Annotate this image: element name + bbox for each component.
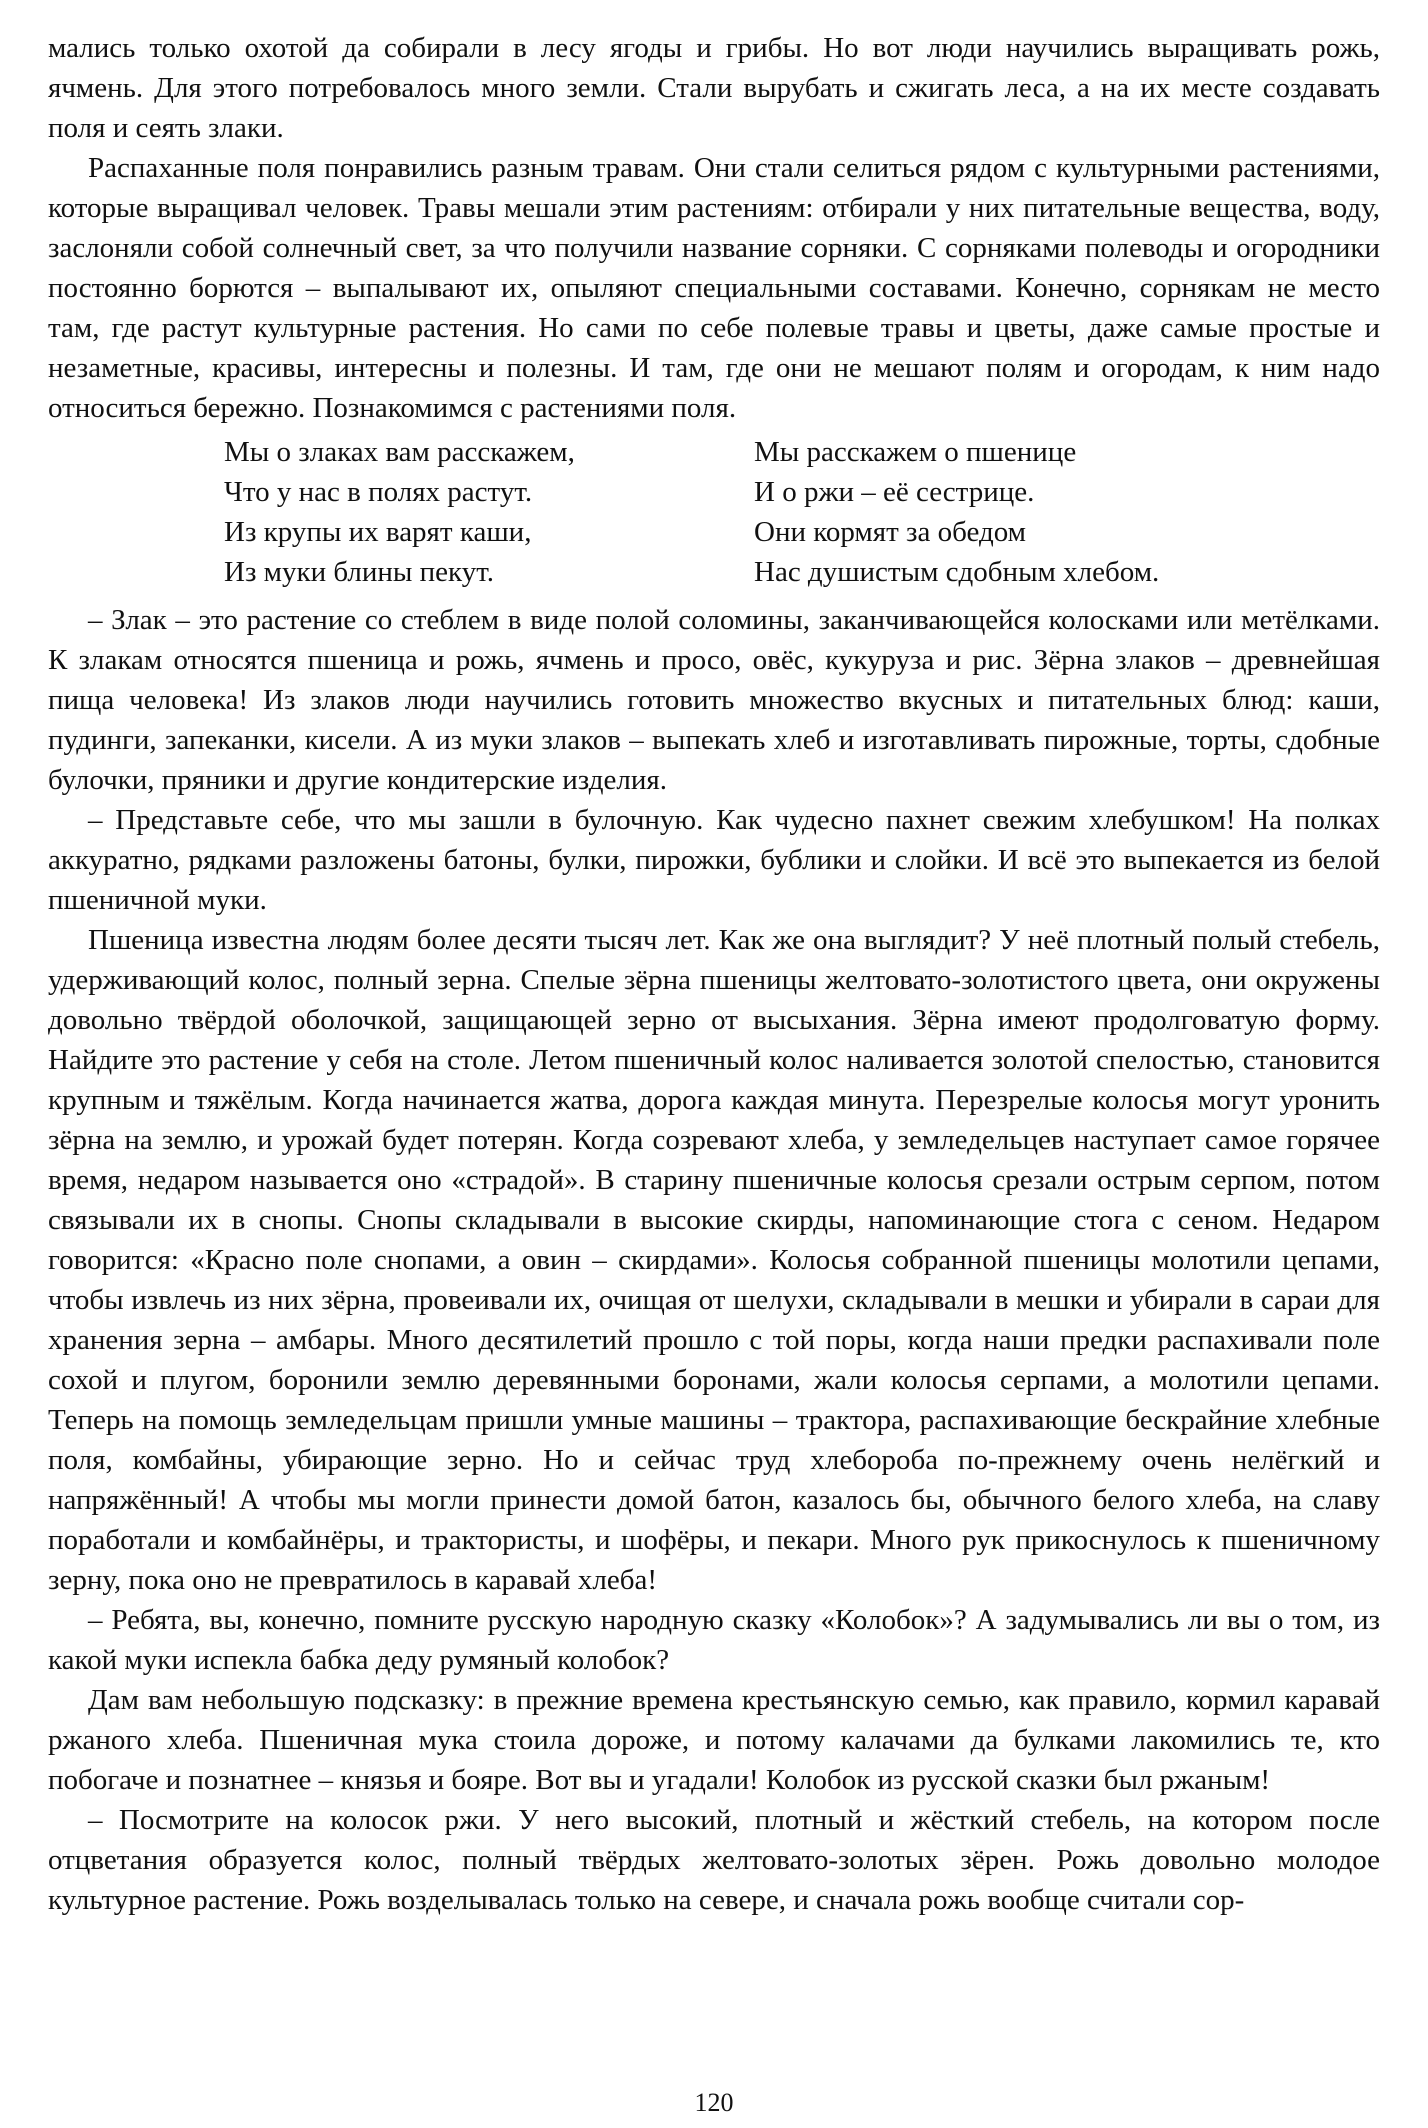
paragraph-weeds: Распаханные поля понравились разным травам. Они стали селиться рядом с культурными растениями, которые выращивал человек. Травы мешали этим растениям: отбирали у них питательные вещества, воду, заслоняли собой солнечный свет, за что получили название сорняки. С сорняками полеводы и огородники постоянно борются – выпалывают их, опыляют специальными составами. Конечно, сорнякам не место там, где растут культурные растения. Но сами по себе полевые травы и цветы, даже самые простые и незаметные, красивы, интересны и полезны. И там, где они не мешают полям и огородам, к ним надо относиться бережно. Познакомимся с растениями поля. xyxy=(48,152,1380,424)
poem-line: Из крупы их варят каши, xyxy=(224,516,532,548)
poem-right-stanza xyxy=(754,432,1159,592)
poem-left-stanza xyxy=(224,432,754,592)
poem-line: Они кормят за обедом xyxy=(754,516,1027,548)
poem xyxy=(48,432,1380,592)
paragraph-kolobok-hint: Дам вам небольшую подсказку: в прежние времена крестьянскую семью, как правило, кормил каравай ржаного хлеба. Пшеничная мука стоила дороже, и потому калачами да булками лакомились те, кто побогаче и познатнее – князья и бояре. Вот вы и угадали! Колобок из русской сказки был ржаным! xyxy=(48,1684,1380,1796)
paragraph-rye: – Посмотрите на колосок ржи. У него высокий, плотный и жёсткий стебель, на котором после отцветания образуется колос, полный твёрдых желтовато-золотых зёрен. Рожь довольно молодое культурное растение. Рожь возделывалась только на севере, и сначала рожь вообще считали сор- xyxy=(48,1804,1380,1916)
paragraph-continuation: мались только охотой да собирали в лесу ягоды и грибы. Но вот люди научились выращивать рожь, ячмень. Для этого потребовалось много земли. Стали вырубать и сжигать леса, а на их месте создавать поля и сеять злаки. xyxy=(48,32,1380,144)
poem-line: И о ржи – её сестрице. xyxy=(754,476,1035,508)
paragraph-cereals: – Злак – это растение со стеблем в виде полой соломины, заканчивающейся колосками или метёлками. К злакам относятся пшеница и рожь, ячмень и просо, овёс, кукуруза и рис. Зёрна злаков – древнейшая пища человека! Из злаков люди научились готовить множество вкусных и питательных блюд: каши, пудинги, запеканки, кисели. А из муки злаков – выпекать хлеб и изготавливать пирожные, торты, сдобные булочки, пряники и другие кондитерские изделия. xyxy=(48,604,1380,796)
poem-line: Нас душистым сдобным хлебом. xyxy=(754,556,1160,588)
poem-line: Мы о злаках вам расскажем, xyxy=(224,436,575,468)
paragraph-wheat: Пшеница известна людям более десяти тысяч лет. Как же она выглядит? У неё плотный полый стебель, удерживающий колос, полный зерна. Спелые зёрна пшеницы желтовато-золотистого цвета, они окружены довольно твёрдой оболочкой, защищающей зерно от высыхания. Зёрна имеют продолговатую форму. Найдите это растение у себя на столе. Летом пшеничный колос наливается золотой спелостью, становится крупным и тяжёлым. Когда начинается жатва, дорога каждая минута. Перезрелые колосья могут уронить зёрна на землю, и урожай будет потерян. Когда созревают хлеба, у земледельцев наступает самое горячее время, недаром называется оно «страдой». В старину пшеничные колосья срезали острым серпом, потом связывали их в снопы. Снопы складывали в высокие скирды, напоминающие стога с сеном. Недаром говорится: «Красно поле снопами, а овин – скирдами». Колосья собранной пшеницы молотили цепами, чтобы извлечь из них зёрна, провеивали их, очищая от шелухи, складывали в мешки и убирали в сараи для хранения зерна – амбары. Много десятилетий прошло с той поры, когда наши предки распахивали поле сохой и плугом, боронили землю деревянными боронами, жали колосья серпами, а молотили цепами. Теперь на помощь земледельцам пришли умные машины – трактора, распахивающие бескрайние хлебные поля, комбайны, убирающие зерно. Но и сейчас труд хлебороба по-прежнему очень нелёгкий и напряжённый! А чтобы мы могли принести домой батон, казалось бы, обычного белого хлеба, на славу поработали и комбайнёры, и трактористы, и шофёры, и пекари. Много рук прикоснулось к пшеничному зерну, пока оно не превратилось в каравай хлеба! xyxy=(48,924,1380,1596)
poem-line: Из муки блины пекут. xyxy=(224,556,494,588)
poem-line: Что у нас в полях растут. xyxy=(224,476,533,508)
page-body xyxy=(48,28,1380,1920)
page-number: 120 xyxy=(694,2088,734,2117)
paragraph-bakery: – Представьте себе, что мы зашли в булочную. Как чудесно пахнет свежим хлебушком! На полках аккуратно, рядками разложены батоны, булки, пирожки, бублики и слойки. И всё это выпекается из белой пшеничной муки. xyxy=(48,804,1380,916)
paragraph-kolobok-question: – Ребята, вы, конечно, помните русскую народную сказку «Колобок»? А задумывались ли вы о том, из какой муки испекла бабка деду румяный колобок? xyxy=(48,1604,1380,1676)
poem-line: Мы расскажем о пшенице xyxy=(754,436,1077,468)
